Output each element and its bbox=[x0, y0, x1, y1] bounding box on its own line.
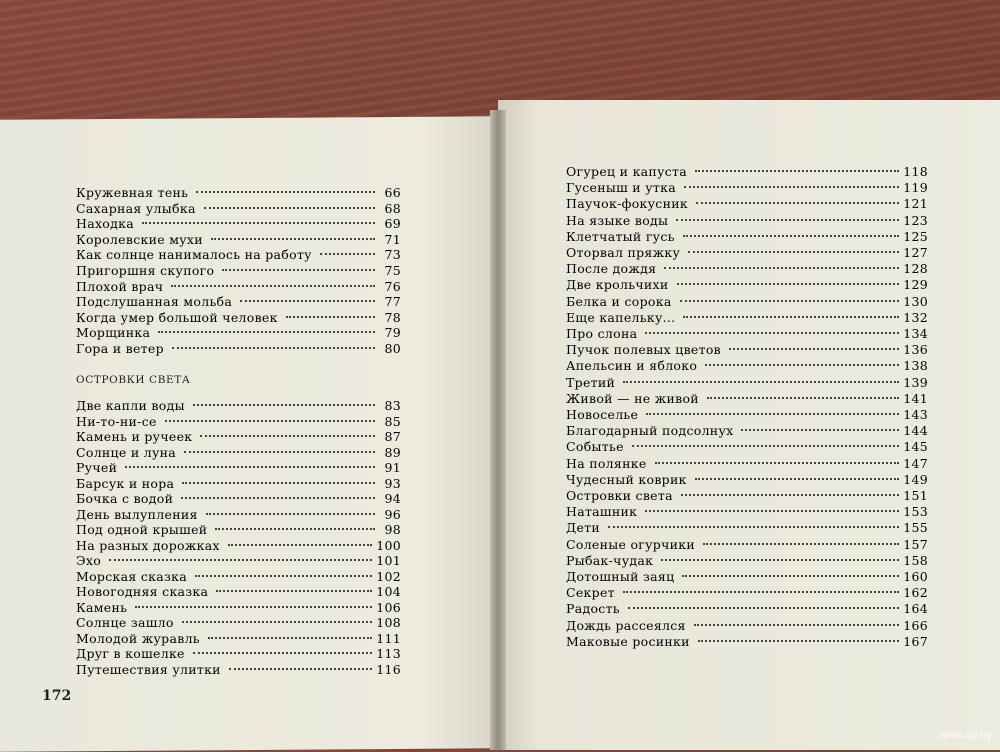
toc-entry-page: 129 bbox=[903, 277, 928, 293]
dot-leader bbox=[729, 348, 899, 350]
toc-entry-title: Кружевная тень bbox=[76, 185, 189, 200]
dot-leader bbox=[184, 451, 375, 453]
dot-leader bbox=[109, 559, 372, 561]
toc-entry-page: 113 bbox=[376, 646, 401, 661]
toc-entry-page: 71 bbox=[384, 231, 401, 247]
dot-leader bbox=[741, 429, 899, 431]
toc-entry bbox=[566, 391, 928, 406]
toc-entry-page: 66 bbox=[384, 185, 401, 200]
toc-entry-title: Наташник bbox=[566, 504, 638, 520]
toc-entry bbox=[566, 294, 928, 309]
toc-entry-page: 96 bbox=[384, 506, 401, 522]
toc-entry-title: Пригоршня скупого bbox=[76, 263, 215, 278]
dot-leader bbox=[172, 347, 375, 349]
dot-leader bbox=[165, 420, 375, 422]
toc-entry-page: 125 bbox=[903, 228, 928, 244]
toc-entry-title: Паучок-фокусник bbox=[566, 196, 688, 212]
book-gutter bbox=[490, 110, 506, 750]
toc-entry-title: Когда умер большой человек bbox=[76, 309, 278, 325]
dot-leader bbox=[182, 482, 375, 484]
dot-leader bbox=[196, 191, 375, 193]
dot-leader bbox=[683, 316, 899, 318]
toc-entry-page: 167 bbox=[903, 633, 928, 649]
dot-leader bbox=[695, 478, 900, 480]
toc-entry bbox=[76, 538, 401, 553]
toc-entry bbox=[566, 569, 928, 584]
dot-leader bbox=[215, 528, 375, 530]
toc-entry bbox=[76, 584, 401, 599]
dot-leader bbox=[286, 316, 375, 318]
dot-leader bbox=[182, 621, 373, 623]
toc-entry-page: 108 bbox=[376, 615, 401, 630]
toc-entry-title: Друг в кошелке bbox=[76, 646, 185, 661]
toc-entry-title: Новогодняя сказка bbox=[76, 584, 209, 599]
toc-entry-title: Барсук и нора bbox=[76, 475, 175, 491]
toc-entry bbox=[76, 445, 401, 460]
toc-entry bbox=[76, 201, 401, 216]
toc-entry-page: 130 bbox=[903, 293, 928, 309]
toc-entry-page: 68 bbox=[384, 200, 401, 216]
toc-entry-title: Две капли воды bbox=[76, 398, 185, 413]
toc-entry bbox=[76, 615, 401, 630]
toc-entry bbox=[76, 294, 401, 309]
toc-entry bbox=[76, 341, 401, 356]
toc-entry-title: Пучок полевых цветов bbox=[566, 342, 721, 358]
toc-entry-title: Бочка с водой bbox=[76, 491, 174, 506]
toc-entry-title: Королевские мухи bbox=[76, 231, 203, 247]
toc-entry-title: Подслушанная мольба bbox=[76, 294, 233, 310]
dot-leader bbox=[646, 413, 899, 415]
dot-leader bbox=[705, 364, 899, 366]
toc-entry-page: 164 bbox=[903, 601, 928, 617]
toc-entry bbox=[566, 310, 928, 325]
toc-entry bbox=[566, 537, 928, 552]
toc-entry-page: 89 bbox=[384, 444, 401, 460]
toc-entry-title: Ни-то-ни-се bbox=[76, 413, 157, 429]
toc-entry-page: 91 bbox=[384, 460, 401, 475]
dot-leader bbox=[676, 219, 899, 221]
toc-entry bbox=[566, 277, 928, 292]
toc-entry-title: Эхо bbox=[76, 553, 102, 568]
toc-entry-title: Маковые росинки bbox=[566, 633, 690, 649]
toc-entry-title: Огурец и капуста bbox=[566, 164, 687, 179]
toc-entry-page: 144 bbox=[903, 423, 928, 439]
toc-entry-page: 162 bbox=[903, 585, 928, 601]
dot-leader bbox=[222, 269, 375, 271]
toc-entry-page: 106 bbox=[376, 599, 401, 615]
dot-leader bbox=[216, 590, 372, 592]
toc-entry-title: Островки света bbox=[566, 488, 673, 503]
toc-entry-page: 79 bbox=[384, 325, 401, 341]
toc-entry bbox=[566, 618, 928, 633]
toc-entry-title: Еще капельку... bbox=[566, 309, 676, 325]
toc-entry bbox=[566, 553, 928, 568]
dot-leader bbox=[696, 202, 899, 204]
toc-entry-title: Благодарный подсолнух bbox=[566, 423, 734, 439]
toc-entry-title: Оторвал пряжку bbox=[566, 245, 681, 260]
toc-entry bbox=[566, 423, 928, 438]
toc-entry bbox=[566, 375, 928, 390]
toc-entry-title: Солнце зашло bbox=[76, 615, 174, 630]
dot-leader bbox=[623, 591, 899, 593]
toc-entry-title: Новоселье bbox=[566, 407, 639, 422]
dot-leader bbox=[623, 381, 899, 383]
dot-leader bbox=[228, 544, 372, 546]
toc-entry bbox=[76, 476, 401, 491]
toc-entry-page: 160 bbox=[903, 569, 928, 584]
dot-leader bbox=[680, 300, 900, 302]
toc-entry-title: Соленые огурчики bbox=[566, 536, 696, 552]
toc-entry-title: После дождя bbox=[566, 261, 657, 277]
toc-entry bbox=[566, 601, 928, 616]
toc-entry-page: 76 bbox=[384, 278, 401, 294]
dot-leader bbox=[240, 300, 375, 302]
dot-leader bbox=[677, 283, 900, 285]
toc-entry bbox=[76, 232, 401, 247]
toc-entry-page: 157 bbox=[903, 536, 928, 552]
dot-leader bbox=[682, 575, 899, 577]
toc-entry-title: На разных дорожках bbox=[76, 537, 220, 553]
dot-leader bbox=[181, 497, 375, 499]
toc-entry-title: Дети bbox=[566, 520, 601, 536]
section-heading: ОСТРОВКИ СВЕТА bbox=[76, 374, 191, 386]
toc-entry bbox=[566, 213, 928, 228]
toc-entry-title: Под одной крышей bbox=[76, 522, 208, 537]
toc-entry-page: 116 bbox=[376, 661, 401, 677]
toc-entry bbox=[76, 310, 401, 325]
dot-leader bbox=[645, 332, 899, 334]
dot-leader bbox=[694, 624, 900, 626]
toc-entry-title: Дождь рассеялся bbox=[566, 617, 686, 633]
toc-entry-title: День вылупления bbox=[76, 506, 198, 522]
toc-entry-page: 123 bbox=[903, 212, 928, 228]
toc-entry bbox=[76, 662, 401, 677]
toc-entry-title: Молодой журавль bbox=[76, 630, 200, 646]
toc-entry-title: Радость bbox=[566, 601, 620, 617]
toc-entry bbox=[76, 185, 401, 200]
toc-entry bbox=[566, 180, 928, 195]
toc-entry bbox=[76, 507, 401, 522]
dot-leader bbox=[206, 513, 375, 515]
toc-entry bbox=[76, 429, 401, 444]
toc-entry-page: 132 bbox=[903, 309, 928, 325]
toc-entry-title: Морская сказка bbox=[76, 568, 187, 584]
toc-entry-title: Гора и ветер bbox=[76, 341, 164, 356]
dot-leader bbox=[688, 251, 899, 253]
dot-leader bbox=[158, 331, 375, 333]
toc-entry bbox=[566, 407, 928, 422]
toc-entry bbox=[76, 414, 401, 429]
toc-entry-page: 138 bbox=[903, 358, 928, 374]
toc-entry-page: 166 bbox=[903, 617, 928, 633]
toc-entry bbox=[76, 569, 401, 584]
toc-entry-title: Ручей bbox=[76, 460, 118, 475]
toc-entry bbox=[566, 245, 928, 260]
dot-leader bbox=[681, 494, 899, 496]
dot-leader bbox=[645, 510, 899, 512]
toc-entry-page: 78 bbox=[384, 309, 401, 325]
toc-entry bbox=[566, 472, 928, 487]
dot-leader bbox=[703, 543, 899, 545]
toc-entry-page: 100 bbox=[376, 537, 401, 553]
toc-entry bbox=[76, 398, 401, 413]
toc-entry bbox=[76, 600, 401, 615]
toc-entry-page: 83 bbox=[384, 398, 401, 413]
toc-entry-title: Апельсин и яблоко bbox=[566, 358, 698, 374]
toc-entry-title: Живой — не живой bbox=[566, 390, 699, 406]
toc-entry-page: 121 bbox=[903, 196, 928, 212]
toc-entry-title: На полянке bbox=[566, 455, 647, 471]
toc-entry-title: Гусеныш и утка bbox=[566, 180, 676, 196]
dot-leader bbox=[664, 267, 899, 269]
toc-entry bbox=[76, 553, 401, 568]
toc-entry-title: Секрет bbox=[566, 585, 615, 601]
dot-leader bbox=[628, 607, 899, 609]
dot-leader bbox=[684, 186, 899, 188]
toc-entry-page: 147 bbox=[903, 455, 928, 471]
dot-leader bbox=[608, 526, 899, 528]
toc-entry bbox=[566, 634, 928, 649]
toc-entry-page: 139 bbox=[903, 374, 928, 390]
toc-entry-page: 80 bbox=[384, 341, 401, 356]
toc-entry bbox=[566, 196, 928, 211]
toc-entry-page: 87 bbox=[384, 429, 401, 444]
toc-entry-page: 73 bbox=[384, 247, 401, 263]
dot-leader bbox=[632, 445, 899, 447]
toc-entry-page: 119 bbox=[903, 180, 928, 196]
dot-leader bbox=[200, 435, 375, 437]
page-number: 172 bbox=[42, 688, 72, 704]
toc-entry-title: Находка bbox=[76, 216, 134, 232]
toc-entry-title: Рыбак-чудак bbox=[566, 552, 654, 568]
toc-entry-page: 118 bbox=[903, 164, 928, 179]
toc-entry bbox=[76, 216, 401, 231]
dot-leader bbox=[320, 253, 375, 255]
dot-leader bbox=[204, 207, 375, 209]
toc-entry-title: Третий bbox=[566, 374, 616, 390]
toc-entry-title: Сахарная улыбка bbox=[76, 200, 196, 216]
toc-entry-page: 69 bbox=[384, 216, 401, 232]
toc-entry-title: Плохой врач bbox=[76, 278, 164, 294]
toc-entry-page: 128 bbox=[903, 261, 928, 277]
dot-leader bbox=[125, 466, 375, 468]
toc-entry bbox=[566, 456, 928, 471]
toc-entry-page: 151 bbox=[903, 488, 928, 503]
toc-entry-page: 101 bbox=[376, 553, 401, 568]
dot-leader bbox=[229, 668, 372, 670]
dot-leader bbox=[171, 285, 375, 287]
toc-entry-title: Морщинка bbox=[76, 325, 151, 341]
toc-entry-page: 155 bbox=[903, 520, 928, 536]
toc-entry bbox=[566, 585, 928, 600]
toc-entry-page: 102 bbox=[376, 568, 401, 584]
toc-entry-title: Камень bbox=[76, 599, 128, 615]
toc-entry bbox=[566, 520, 928, 535]
toc-entry bbox=[566, 164, 928, 179]
dot-leader bbox=[655, 462, 900, 464]
toc-entry-page: 77 bbox=[384, 294, 401, 310]
toc-entry-page: 153 bbox=[903, 504, 928, 520]
watermark: www.ay.by bbox=[939, 730, 992, 741]
toc-entry bbox=[76, 325, 401, 340]
toc-entry bbox=[566, 358, 928, 373]
toc-entry-page: 75 bbox=[384, 263, 401, 278]
toc-entry-page: 85 bbox=[384, 413, 401, 429]
toc-entry-page: 141 bbox=[903, 390, 928, 406]
toc-entry-title: Чудесный коврик bbox=[566, 471, 687, 487]
toc-entry-title: Про слона bbox=[566, 326, 638, 341]
dot-leader bbox=[683, 235, 900, 237]
toc-entry-page: 127 bbox=[903, 245, 928, 260]
toc-entry-title: Событье bbox=[566, 439, 624, 455]
toc-entry-title: Белка и сорока bbox=[566, 293, 672, 309]
toc-entry-page: 158 bbox=[903, 552, 928, 568]
toc-entry-title: Две крольчихи bbox=[566, 277, 669, 293]
toc-entry-page: 145 bbox=[903, 439, 928, 455]
toc-entry-title: Путешествия улитки bbox=[76, 661, 221, 677]
toc-entry-page: 93 bbox=[384, 475, 401, 491]
toc-entry-title: На языке воды bbox=[566, 212, 669, 228]
dot-leader bbox=[135, 606, 372, 608]
dot-leader bbox=[193, 652, 372, 654]
toc-entry bbox=[76, 491, 401, 506]
dot-leader bbox=[142, 222, 375, 224]
dot-leader bbox=[695, 170, 899, 172]
toc-entry-title: Солнце и луна bbox=[76, 444, 177, 460]
dot-leader bbox=[211, 238, 375, 240]
toc-entry bbox=[76, 460, 401, 475]
toc-entry bbox=[76, 263, 401, 278]
dot-leader bbox=[195, 575, 372, 577]
toc-entry bbox=[566, 488, 928, 503]
toc-entry bbox=[76, 279, 401, 294]
dot-leader bbox=[661, 559, 899, 561]
toc-entry-page: 134 bbox=[903, 326, 928, 341]
toc-entry-page: 94 bbox=[384, 491, 401, 506]
toc-entry bbox=[566, 342, 928, 357]
dot-leader bbox=[193, 404, 375, 406]
toc-entry-title: Дотошный заяц bbox=[566, 569, 675, 584]
dot-leader bbox=[698, 640, 899, 642]
toc-entry bbox=[566, 326, 928, 341]
toc-entry-title: Клетчатый гусь bbox=[566, 228, 675, 244]
toc-entry-page: 149 bbox=[903, 471, 928, 487]
toc-entry-title: Как солнце нанималось на работу bbox=[76, 247, 312, 263]
toc-entry bbox=[566, 439, 928, 454]
toc-entry-page: 104 bbox=[376, 584, 401, 599]
dot-leader bbox=[208, 637, 372, 639]
toc-entry-page: 98 bbox=[384, 522, 401, 537]
dot-leader bbox=[707, 397, 899, 399]
toc-entry bbox=[76, 631, 401, 646]
toc-entry bbox=[566, 261, 928, 276]
toc-entry bbox=[76, 522, 401, 537]
toc-entry bbox=[566, 229, 928, 244]
toc-entry bbox=[566, 504, 928, 519]
toc-entry-page: 143 bbox=[903, 407, 928, 422]
toc-entry-page: 111 bbox=[376, 630, 401, 646]
toc-entry-title: Камень и ручеек bbox=[76, 429, 193, 444]
toc-entry-page: 136 bbox=[903, 342, 928, 358]
toc-entry bbox=[76, 646, 401, 661]
toc-entry bbox=[76, 247, 401, 262]
